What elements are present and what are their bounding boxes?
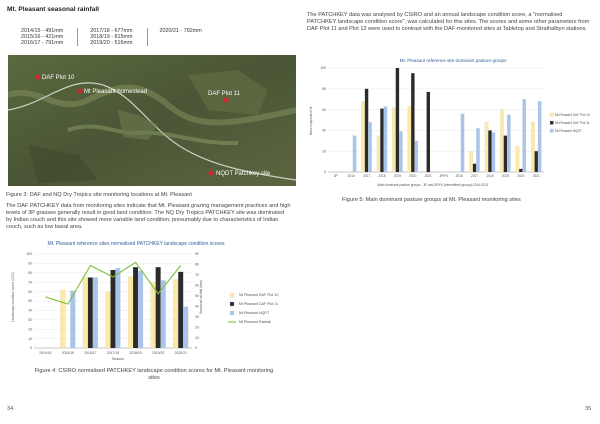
- x-tick-label: 2015/16: [61, 351, 74, 355]
- x-tick-label: 2016: [347, 174, 355, 178]
- bar: [380, 109, 383, 172]
- bar: [106, 292, 111, 348]
- legend-label: Mt Pleasant DAF Plot 10: [239, 293, 279, 297]
- y-tick-label: 50: [28, 299, 32, 304]
- bar: [384, 106, 387, 172]
- x-tick-label: 2017/18: [106, 351, 120, 355]
- bar: [507, 115, 510, 172]
- bar: [138, 271, 143, 348]
- bar: [469, 151, 472, 172]
- y-axis-label: Main composition %: [309, 106, 313, 136]
- bar: [156, 267, 161, 348]
- y2-tick-label: 30: [195, 314, 199, 319]
- x-tick-label: 2014/15: [39, 351, 52, 355]
- legend-swatch: [230, 302, 234, 306]
- bar: [396, 68, 399, 172]
- y-tick-label: 60: [322, 107, 326, 112]
- chart-title: Mt. Pleasant reference site dominant pasture groups: [399, 58, 507, 63]
- legend-label: Mt Pleasant Rainfall: [239, 320, 271, 324]
- bar: [365, 89, 368, 172]
- map-marker: [224, 98, 229, 103]
- x-tick-label: 2017: [471, 174, 479, 178]
- rainfall-cell: [147, 40, 216, 46]
- bar: [377, 136, 380, 172]
- y2-tick-label: 60: [195, 283, 199, 288]
- bar: [392, 108, 395, 172]
- satellite-map: [8, 55, 296, 186]
- body-paragraph: The DAF PATCHKEY data from monitoring sites indicate that Mt. Pleasant grazing management practices and high levels of 3P grasses generally result in good land condition. The NQ Dry Tropics PATCHKEY site was dominated by Indian couch and this site showed more variable land condition, presumably due to characteristics of Indian couch, such as low basal area.: [6, 203, 291, 230]
- y-tick-label: 20: [322, 149, 326, 154]
- rainfall-cell: 2014/15 - 491mm: [21, 28, 64, 34]
- y2-tick-label: 50: [195, 293, 199, 298]
- y2-tick-label: 80: [195, 262, 199, 267]
- legend-label: Mt Pleasant DAF Plot 10: [555, 113, 590, 117]
- rainfall-cell: 2019/20 - 516mm: [78, 40, 147, 46]
- legend-label: Mt Pleasant DAF Plot 11: [239, 302, 279, 306]
- x-tick-label: 2018/19: [129, 351, 142, 355]
- x-tick-label: 3P: [333, 174, 338, 178]
- x-tick-label: 2020: [409, 174, 417, 178]
- bar: [535, 151, 538, 172]
- y-tick-label: 0: [324, 170, 326, 175]
- bar: [408, 106, 411, 172]
- legend-swatch: [550, 121, 554, 125]
- x-tick-label: 2019/20: [152, 351, 165, 355]
- y-tick-label: 20: [28, 327, 32, 332]
- bar: [368, 122, 371, 172]
- y-tick-label: 30: [28, 318, 32, 322]
- y2-tick-label: 70: [195, 273, 199, 278]
- bar: [519, 169, 522, 172]
- x-tick-label: 2019: [501, 174, 509, 178]
- rainfall-cell: 2018/19 - 815mm: [78, 34, 147, 40]
- bar: [476, 128, 479, 172]
- x-axis-label: Main dominant pasture groups - 3P and 3P/P4 (intermittent groups) 2016-2021: [377, 183, 489, 187]
- map-marker: [36, 75, 41, 80]
- x-axis-label: Season: [111, 357, 125, 361]
- x-tick-label: 2018: [378, 174, 386, 178]
- rainfall-table: [7, 28, 216, 46]
- figure-3-caption: Figure 3: DAF and NQ Dry Tropics site monitoring locations at Mt. Pleasant: [6, 192, 192, 198]
- map-label-nqdt: NQDT Patchkey site: [216, 171, 271, 177]
- y2-tick-label: 90: [195, 252, 199, 257]
- map-marker: [78, 89, 83, 94]
- map-marker: [209, 171, 214, 176]
- rainfall-cell: 2020/21 - 792mm: [147, 28, 216, 34]
- bar: [473, 164, 476, 172]
- chart-figure-4: [6, 240, 297, 363]
- x-tick-label: 2020: [517, 174, 525, 178]
- y2-tick-label: 40: [195, 304, 199, 309]
- bar: [183, 307, 188, 348]
- legend-swatch: [550, 129, 554, 133]
- legend-label: Mt Pleasant NQDT: [239, 311, 270, 315]
- bar: [415, 141, 418, 172]
- bar: [115, 268, 120, 348]
- legend-label: Mt Pleasant DAF Plot 11: [555, 121, 590, 125]
- y-tick-label: 100: [26, 252, 32, 257]
- bar: [151, 282, 156, 348]
- map-label-daf-plot-11: DAF Plot 11: [208, 91, 240, 97]
- legend-label: Mt Pleasant NQDT: [555, 129, 582, 133]
- y-tick-label: 40: [322, 128, 326, 133]
- bar: [93, 278, 98, 349]
- x-tick-label: 2021: [532, 174, 540, 178]
- figure-4-caption: Figure 4: CSIRO normalised PATCHKEY landscape condition scores for Mt. Pleasant monitoring sites: [34, 368, 274, 381]
- x-tick-label: 2021: [424, 174, 432, 178]
- map-label-homestead: Mt Pleasant homestead: [84, 89, 148, 95]
- bar: [361, 101, 364, 172]
- rainfall-cell: 2016/17 - 791mm: [21, 40, 64, 46]
- x-tick-label: 2019: [393, 174, 401, 178]
- bar: [516, 146, 519, 172]
- x-tick-label: 3P/P4: [439, 174, 449, 178]
- y2-tick-label: 10: [195, 335, 199, 340]
- map-label-daf-plot-10: DAF Plot 10: [42, 75, 75, 81]
- legend-swatch: [550, 113, 554, 117]
- bar: [411, 73, 414, 172]
- x-tick-label: 2017: [363, 174, 371, 178]
- page-number-right: 35: [585, 406, 592, 412]
- y-tick-label: 10: [28, 336, 32, 341]
- bar: [83, 278, 88, 349]
- page-title: Mt. Pleasant seasonal rainfall: [7, 6, 99, 13]
- x-tick-label: 2018: [486, 174, 494, 178]
- rainfall-cell: 2017/18 - 677mm: [78, 28, 147, 34]
- bar: [88, 278, 93, 349]
- y-tick-label: 80: [28, 271, 32, 275]
- legend-swatch: [230, 311, 234, 315]
- bar: [60, 290, 65, 348]
- bar: [538, 101, 541, 172]
- y-tick-label: 40: [28, 308, 32, 313]
- y-tick-label: 70: [28, 280, 32, 285]
- bar: [173, 279, 178, 348]
- y-tick-label: 100: [320, 66, 326, 71]
- y-tick-label: 90: [28, 261, 32, 266]
- chart-figure-5: [308, 56, 597, 190]
- y-tick-label: 0: [30, 346, 32, 351]
- bar: [531, 122, 534, 172]
- bar: [504, 136, 507, 172]
- bar: [461, 114, 464, 172]
- bar: [128, 277, 133, 348]
- bar: [111, 270, 116, 348]
- legend-swatch: [230, 293, 234, 297]
- y-axis-label: Landscape condition score (/100): [11, 271, 15, 323]
- bar: [133, 267, 138, 348]
- bar: [488, 130, 491, 172]
- bar: [178, 272, 183, 348]
- bar: [399, 131, 402, 172]
- y-tick-label: 60: [28, 289, 32, 294]
- x-tick-label: 2016/17: [84, 351, 97, 355]
- bar: [500, 110, 503, 172]
- bar: [353, 136, 356, 172]
- bar: [427, 92, 430, 172]
- y2-tick-label: 0: [195, 346, 197, 351]
- x-tick-label: 2016: [455, 174, 463, 178]
- page-number-left: 34: [7, 406, 14, 412]
- rainfall-cell: 2015/16 - 421mm: [21, 34, 64, 40]
- bar: [492, 132, 495, 172]
- x-tick-label: 2020/21: [174, 351, 187, 355]
- chart-title: Mt. Pleasant reference sites normalised PATCHKEY landscape condition scores: [47, 241, 225, 247]
- body-paragraph: The PATCHKEY data was analysed by CSIRO and an annual landscape condition score, a "normalised PATCHKEY landscape condition score", was calculated for this sites. The scores and some other parameters from DAF Plot 11 and Plot 12 were used to contrast with the DAF-monitored sites at Tabletop and Strathalbyn stations.: [307, 12, 590, 32]
- bar: [523, 99, 526, 172]
- y2-axis-label: Seasonal rainfall (mm): [199, 280, 203, 314]
- figure-5-caption: Figure 5: Main dominant pasture groups at Mt. Pleasant monitoring sites: [342, 197, 521, 203]
- y2-tick-label: 20: [195, 325, 199, 330]
- y-tick-label: 80: [322, 87, 326, 91]
- bar: [485, 122, 488, 172]
